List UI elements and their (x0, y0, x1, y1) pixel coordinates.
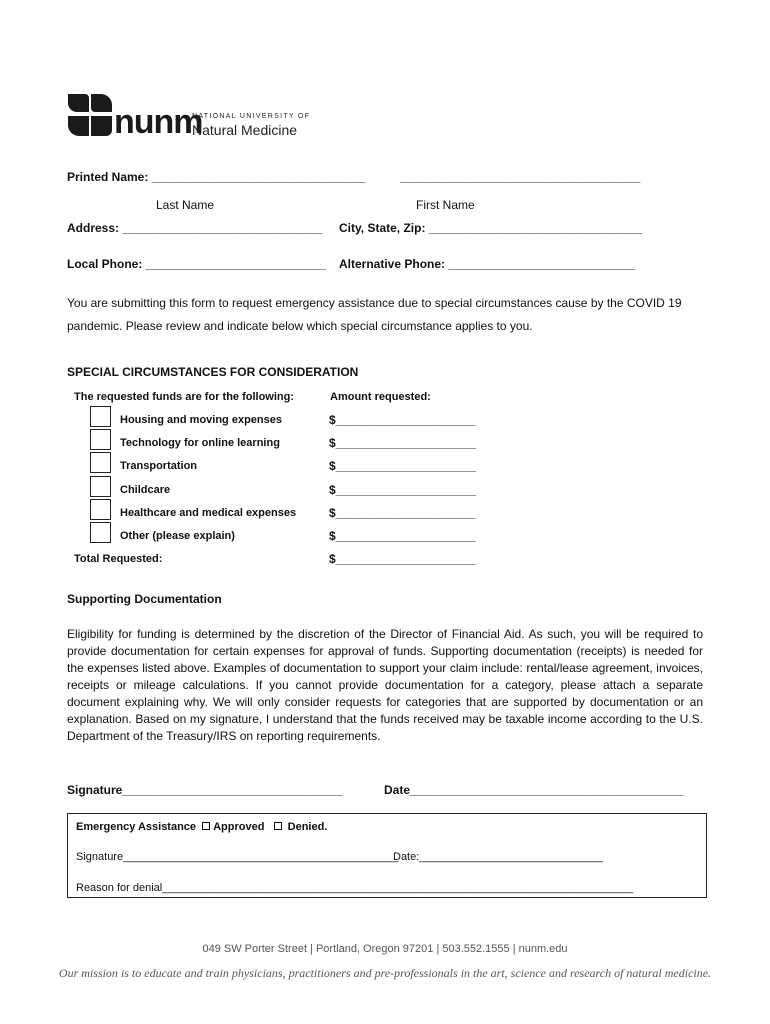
transportation-label: Transportation (120, 460, 198, 472)
healthcare-checkbox[interactable] (90, 499, 111, 520)
signature-field[interactable]: Signature_________________________________ (67, 783, 343, 797)
childcare-amount-field[interactable]: $_____________________ (329, 483, 476, 497)
denied-label: Denied. (287, 821, 328, 833)
total-amount-field[interactable]: $_____________________ (329, 552, 476, 566)
technology-label: Technology for online learning (120, 437, 280, 449)
office-date-field[interactable]: Date:______________________________ (393, 851, 603, 863)
housing-label: Housing and moving expenses (120, 414, 282, 426)
emergency-assistance-label: Emergency Assistance (76, 821, 197, 833)
local-phone-field[interactable]: Local Phone: ___________________________ (67, 257, 326, 271)
total-requested-label: Total Requested: (74, 553, 163, 565)
footer-mission-statement: Our mission is to educate and train physicians, practitioners and pre-professionals in the art, science and research of natural medicine. (58, 966, 712, 980)
other-amount-field[interactable]: $_____________________ (329, 529, 476, 543)
emergency-assistance-line (76, 821, 327, 833)
healthcare-amount-field[interactable]: $_____________________ (329, 506, 476, 520)
logo-university-line: NATIONAL UNIVERSITY OF (192, 113, 311, 120)
denied-checkbox[interactable] (274, 822, 282, 830)
healthcare-label: Healthcare and medical expenses (120, 507, 297, 519)
alternative-phone-field[interactable]: Alternative Phone: ____________________________ (339, 257, 636, 271)
footer-address: 049 SW Porter Street | Portland, Oregon 97201 | 503.552.1555 | nunm.edu (202, 943, 568, 955)
city-state-zip-field[interactable]: City, State, Zip: ________________________________ (339, 221, 643, 235)
logo-name-line: Natural Medicine (192, 122, 298, 138)
special-circumstances-heading: SPECIAL CIRCUMSTANCES FOR CONSIDERATION (67, 365, 359, 379)
transportation-amount-field[interactable]: $_____________________ (329, 459, 476, 473)
housing-checkbox[interactable] (90, 406, 111, 427)
nunm-logo-mark-icon (67, 92, 113, 138)
approved-checkbox[interactable] (202, 822, 210, 830)
printed-name-second-field[interactable]: ____________________________________ (400, 170, 641, 184)
transportation-checkbox[interactable] (90, 452, 111, 473)
printed-name-field[interactable]: Printed Name: ________________________________ (67, 170, 366, 184)
intro-paragraph: You are submitting this form to request emergency assistance due to special circumstances cause by the COVID 19 pandemic. Please review and indicate below which special circumstance applies to you. (67, 296, 682, 333)
amount-requested-column-header: Amount requested: (330, 391, 431, 403)
technology-amount-field[interactable]: $_____________________ (329, 436, 476, 450)
childcare-label: Childcare (120, 484, 171, 496)
office-signature-field[interactable]: Signature_____________________________________________ (76, 851, 399, 863)
date-field[interactable]: Date_________________________________________ (384, 783, 684, 797)
childcare-checkbox[interactable] (90, 476, 111, 497)
supporting-documentation-heading: Supporting Documentation (67, 592, 222, 606)
approved-label: Approved (213, 821, 265, 833)
housing-amount-field[interactable]: $_____________________ (329, 413, 476, 427)
other-checkbox[interactable] (90, 522, 111, 543)
technology-checkbox[interactable] (90, 429, 111, 450)
supporting-documentation-paragraph: Eligibility for funding is determined by the discretion of the Director of Financial Aid. As such, you will be required to provide documentation for certain expenses for approval of funds. Supporting documentation (receipts) is needed for the expenses listed above. Examples of documentation to support your claim include: rental/lease agreement, invoices, receipts or mileage calculations. If you cannot provide documentation for a category, please attach a separate document explaining why. We will only consider requests for categories that are supported by documentation or an explanation. Based on my signature, I understand that the funds received may be taxable income according to the U.S. Department of the Treasury/IRS on reporting requirements. (67, 627, 703, 743)
last-name-label: Last Name (156, 198, 215, 212)
first-name-label: First Name (416, 198, 475, 212)
logo-wordmark: nunm (114, 103, 203, 141)
requested-funds-column-header: The requested funds are for the following: (74, 391, 295, 403)
office-use-box (67, 813, 707, 898)
address-field[interactable]: Address: ______________________________ (67, 221, 323, 235)
other-label: Other (please explain) (120, 530, 235, 542)
reason-for-denial-field[interactable]: Reason for denial_____________________________________________________________________________ (76, 882, 634, 894)
